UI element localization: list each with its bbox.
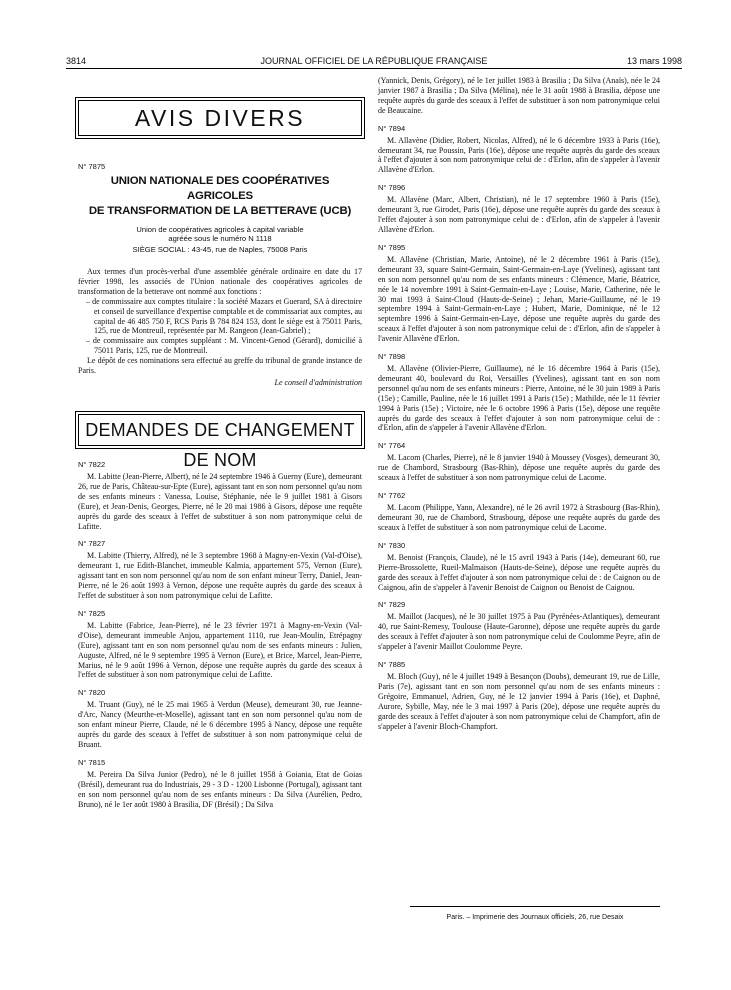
avis-intro: Aux termes d'un procès-verbal d'une assemblée générale ordinaire en date du 17 février 1998, les associés de l'Union nationale des coopératives agricoles de transformation de la betterave ont nommé aux fonctions : [78, 267, 362, 296]
entry-number: N° 7764 [378, 441, 406, 451]
journal-title: JOURNAL OFFICIEL DE LA RÉPUBLIQUE FRANÇAISE [260, 56, 488, 66]
entry-text: M. Labitte (Thierry, Alfred), né le 3 septembre 1968 à Magny-en-Vexin (Val-d'Oise), demeurant 1, rue Edith-Blanchet, immeuble Kalmia, appartement 575, Vernon (Eure), agissant tant en son nom personnel qu'au nom de son enfant mineur Terry, Daniel, Jean-Pierre, né le 26 août 1993 à Vernon, dépose une requête auprès du garde des sceaux à l'effet de substituer à son nom patronymique celui de Lafitte. [78, 551, 362, 601]
name-change-entry [378, 352, 660, 433]
page-header [66, 56, 682, 68]
name-change-entry [378, 243, 660, 344]
entry-number: N° 7830 [378, 540, 406, 550]
avis-closing: Le dépôt de ces nominations sera effectué au greffe du tribunal de grande instance de Paris. [78, 356, 362, 376]
name-change-entry [378, 600, 660, 652]
entry-number: N° 7894 [378, 123, 406, 133]
page-number: 3814 [66, 56, 87, 66]
entry-number: N° 7815 [78, 757, 106, 767]
name-change-entry [378, 660, 660, 731]
entry-text: M. Benoist (François, Claude), né le 15 avril 1943 à Paris (14e), demeurant 60, rue Pierre-Brossolette, Rueil-Malmaison (Hauts-de-Seine), dépose une requête auprès du garde des sceaux à l'effet d'ajouter à son nom patronymique celui de : de Caignon ou de Caignou, afin de s'appeler à l'avenir Benoist de Caignon ou Benoist de Caignou. [378, 552, 660, 592]
name-change-entry [78, 758, 362, 810]
name-change-entry [378, 183, 660, 235]
entry-text: M. Pereira Da Silva Junior (Pedro), né le 8 juillet 1958 à Goiania, Etat de Goias (Brésil), demeurant rua do Industriais, 29 - 3 D - 1200 Lisbonne (Portugal), agissant tant en son nom personnel qu'au nom de ses enfants mineurs : Da Silva (Aurélien, Pedro, Bruno), né le 1er août 1980 à Brasilia, DF (Brésil) ; Da Silva [78, 769, 362, 809]
entry-number: N° 7822 [78, 459, 106, 469]
demandes-heading: DEMANDES DE CHANGEMENT DE NOM [78, 414, 362, 446]
entry-number: N° 7825 [78, 608, 106, 618]
ucb-title [78, 174, 362, 219]
entry-number: N° 7898 [378, 352, 406, 362]
entry-number: N° 7762 [378, 491, 406, 501]
name-change-entry [378, 124, 660, 176]
left-column [78, 76, 362, 810]
ucb-subtitle-1: Union de coopératives agricoles à capital variable [136, 225, 304, 234]
entry-text: M. Allavène (Christian, Marie, Antoine), né le 2 décembre 1961 à Paris (15e), demeurant 33, square Saint-Germain, Saint-Germain-en-Laye (Yvelines), agissant tant en son nom personnel qu'au nom de ses enfants mineurs : Clémence, Marie, Béatrice, née le 14 novembre 1991 à Saint-Germain-en-Laye ; Louise, Marie, Catherine, née le 30 mai 1993 à Saint-Cloud (Hauts-de-Seine) ; Jehan, Marie-Guillaume, né le 19 septembre 1994 à Saint-Germain-en-Laye ; Hubert, Marie, Dominique, né le 12 septembre 1996 à Saint-Germain-en-Laye, dépose une requête auprès du garde des sceaux à l'effet d'ajouter à son nom patronymique celui de : d'Erlon, afin de s'appeler à l'avenir Allavène d'Erlon. [378, 254, 660, 344]
issue-date: 13 mars 1998 [626, 56, 682, 66]
left-entries [78, 460, 362, 810]
entry-number: N° 7827 [78, 539, 106, 549]
footer-rule [410, 906, 660, 907]
avis-bullet-2: – de commissaire aux comptes suppléant : M. Vincent-Genod (Gérard), domicilié à 75011 Paris, 125, rue de Montreuil. [86, 336, 362, 356]
entry-text: M. Allavène (Olivier-Pierre, Guillaume), né le 16 décembre 1964 à Paris (15e), demeurant 40, boulevard du Roi, Versailles (Yvelines), agissant tant en son nom personnel qu'au nom de ses enfants mineurs : Pierre, Antoine, né le 30 juin 1989 à Paris (15e) ; Camille, Pauline, née le 16 juillet 1991 à Paris (15e) ; Mathilde, née le 11 février 1994 à Paris (15e) ; Victoire, née le 6 octobre 1996 à Paris (15e), dépose une requête auprès du garde des sceaux à l'effet d'ajouter à son nom patronymique celui de : d'Erlon, afin de s'appeler à l'avenir Allavène d'Erlon. [378, 364, 660, 433]
avis-signature: Le conseil d'administration [274, 377, 362, 387]
entry-text: M. Allavène (Marc, Albert, Christian), né le 17 septembre 1960 à Paris (15e), demeurant 3, rue Girodet, Paris (16e), dépose une requête auprès du garde des sceaux à l'effet d'ajouter à son nom patronymique celui de : d'Erlon, afin de s'appeler à l'avenir Allavène d'Erlon. [378, 195, 660, 234]
avis-bullet-1: – de commissaire aux comptes titulaire : la société Mazars et Guerard, SA à directoire et conseil de surveillance d'expertise comptable et de commissariat aux comptes, au capital de 46 485 750 F, RCS Paris B 784 824 153, dont le siège est à 75011 Paris, 125, rue de Montreuil, représentée par M. Rangeon (Jean-Gabriel) ; [86, 296, 363, 336]
name-change-entry [78, 609, 362, 680]
entry-text: M. Labitte (Fabrice, Jean-Pierre), né le 23 février 1971 à Magny-en-Vexin (Val-d'Oise), demeurant immeuble Anjou, appartement 1110, rue Jean-Moulin, Etrépagny (Eure), agissant tant en son nom personnel qu'au nom de ses enfants mineurs : Julien, Auguste, Alfred, né le 9 septembre 1995 à Vernon (Eure), et Brice, Marcel, Jean-Pierre, Marius, né le 9 août 1996 à Vernon, dépose une requête auprès du garde des sceaux à l'effet de substituer à son nom patronymique celui de Lafitte. [78, 620, 362, 680]
entry-number: N° 7829 [378, 600, 406, 610]
avis-divers-heading: AVIS DIVERS [78, 100, 362, 136]
entry-text: M. Maillot (Jacques), né le 30 juillet 1975 à Pau (Pyrénées-Atlantiques), demeurant 40, rue Saint-Remesy, Toulouse (Haute-Garonne), dépose une requête auprès du garde des sceaux à l'effet d'ajouter à son nom patronymique celui de Coulomme Peyre, afin de s'appeler à l'avenir Maillot Coulomme Peyre. [378, 612, 660, 652]
entry-number: N° 7895 [378, 242, 406, 252]
entry-text: M. Allavène (Didier, Robert, Nicolas, Alfred), né le 6 décembre 1933 à Paris (16e), demeurant 34, rue Poussin, Paris (16e), dépose une requête auprès du garde des sceaux à l'effet d'ajouter à son nom patronymique celui de : d'Erlon, afin de s'appeler à l'avenir Allavène d'Erlon. [378, 135, 660, 175]
entry-text: M. Lacom (Charles, Pierre), né le 8 janvier 1940 à Moussey (Vosges), demeurant 30, rue de Chambord, Strasbourg (Bas-Rhin), dépose une requête auprès du garde des sceaux à l'effet de substituer à son nom patronymique celui de Lacome. [378, 453, 660, 483]
entry-number: N° 7885 [378, 660, 406, 670]
right-column [378, 76, 660, 732]
name-change-entry [378, 541, 660, 593]
header-rule [66, 68, 682, 69]
entry-text: M. Truant (Guy), né le 25 mai 1965 à Verdun (Meuse), demeurant 30, rue Jeanne-d'Arc, Nancy (Meurthe-et-Moselle), agissant tant en son nom personnel qu'au nom de son enfant mineur Pierre, Claude, né le 6 décembre 1995 à Nancy, dépose une requête auprès du garde des sceaux à l'effet de substituer à son nom patronymique celui de Bruant. [78, 700, 362, 749]
ucb-title-line2: DE TRANSFORMATION DE LA BETTERAVE (UCB) [88, 205, 352, 217]
name-change-entry [378, 491, 660, 533]
name-change-entry [78, 539, 362, 601]
ucb-title-line1: UNION NATIONALE DES COOPÉRATIVES AGRICOLES [110, 175, 330, 202]
entry-text: M. Bloch (Guy), né le 4 juillet 1949 à Besançon (Doubs), demeurant 19, rue de Lille, Paris (7e), agissant tant en son nom personnel qu'au nom de ses enfants mineurs : Grégoire, Emmanuel, Adrien, Guy, né le 12 janvier 1994 à Paris (16e), et Daphné, Aurore, Sybille, May, née le 3 mai 1997 à Paris (20e), dépose une requête auprès du garde des sceaux à l'effet d'ajouter à son nom patronymique celui de Champfort, afin de s'appeler à l'avenir Bloch-Champfort. [378, 672, 660, 731]
entry-number: N° 7820 [78, 688, 106, 698]
printer-footer: Paris. – Imprimerie des Journaux officiels, 26, rue Desaix [446, 914, 624, 921]
ucb-subtitle-2: agréée sous le numéro N 1118 [168, 234, 272, 243]
name-change-entry [78, 688, 362, 750]
entry-number: N° 7896 [378, 183, 406, 193]
entry-text: M. Labitte (Jean-Pierre, Albert), né le 24 septembre 1946 à Guerny (Eure), demeurant 26, rue de Paris, Château-sur-Epte (Eure), agissant tant en son nom personnel qu'au nom de ses enfants mineurs : Vanessa, Louise, Stéphanie, née le 9 juillet 1981 à Gisors (Eure), et Jean-Denis, Georges, Pierre, né le 20 mai 1986 à Gisors, dépose une requête auprès du garde des sceaux à l'effet de substituer à son nom patronymique celui de Lafitte. [78, 471, 363, 531]
ucb-seat: SIÈGE SOCIAL : 43-45, rue de Naples, 75008 Paris [132, 245, 308, 254]
name-change-entry [378, 441, 660, 483]
avis-number: N° 7875 [78, 162, 106, 171]
continued-entry-text: (Yannick, Denis, Grégory), né le 1er juillet 1983 à Brasilia ; Da Silva (Anaïs), née le 24 janvier 1987 à Brasilia ; Da Silva (Mélina), née le 31 août 1988 à Brasilia, dépose une requête auprès du garde des sceaux à l'effet de substituer à son nom patronymique celui de Beaucaine. [378, 76, 660, 115]
entry-text: M. Lacom (Philippe, Yann, Alexandre), né le 26 avril 1972 à Strasbourg (Bas-Rhin), demeurant 30, rue de Chambord, Strasbourg, dépose une requête auprès du garde des sceaux à l'effet de substituer à son nom patronymique celui de Lacome. [378, 503, 660, 532]
